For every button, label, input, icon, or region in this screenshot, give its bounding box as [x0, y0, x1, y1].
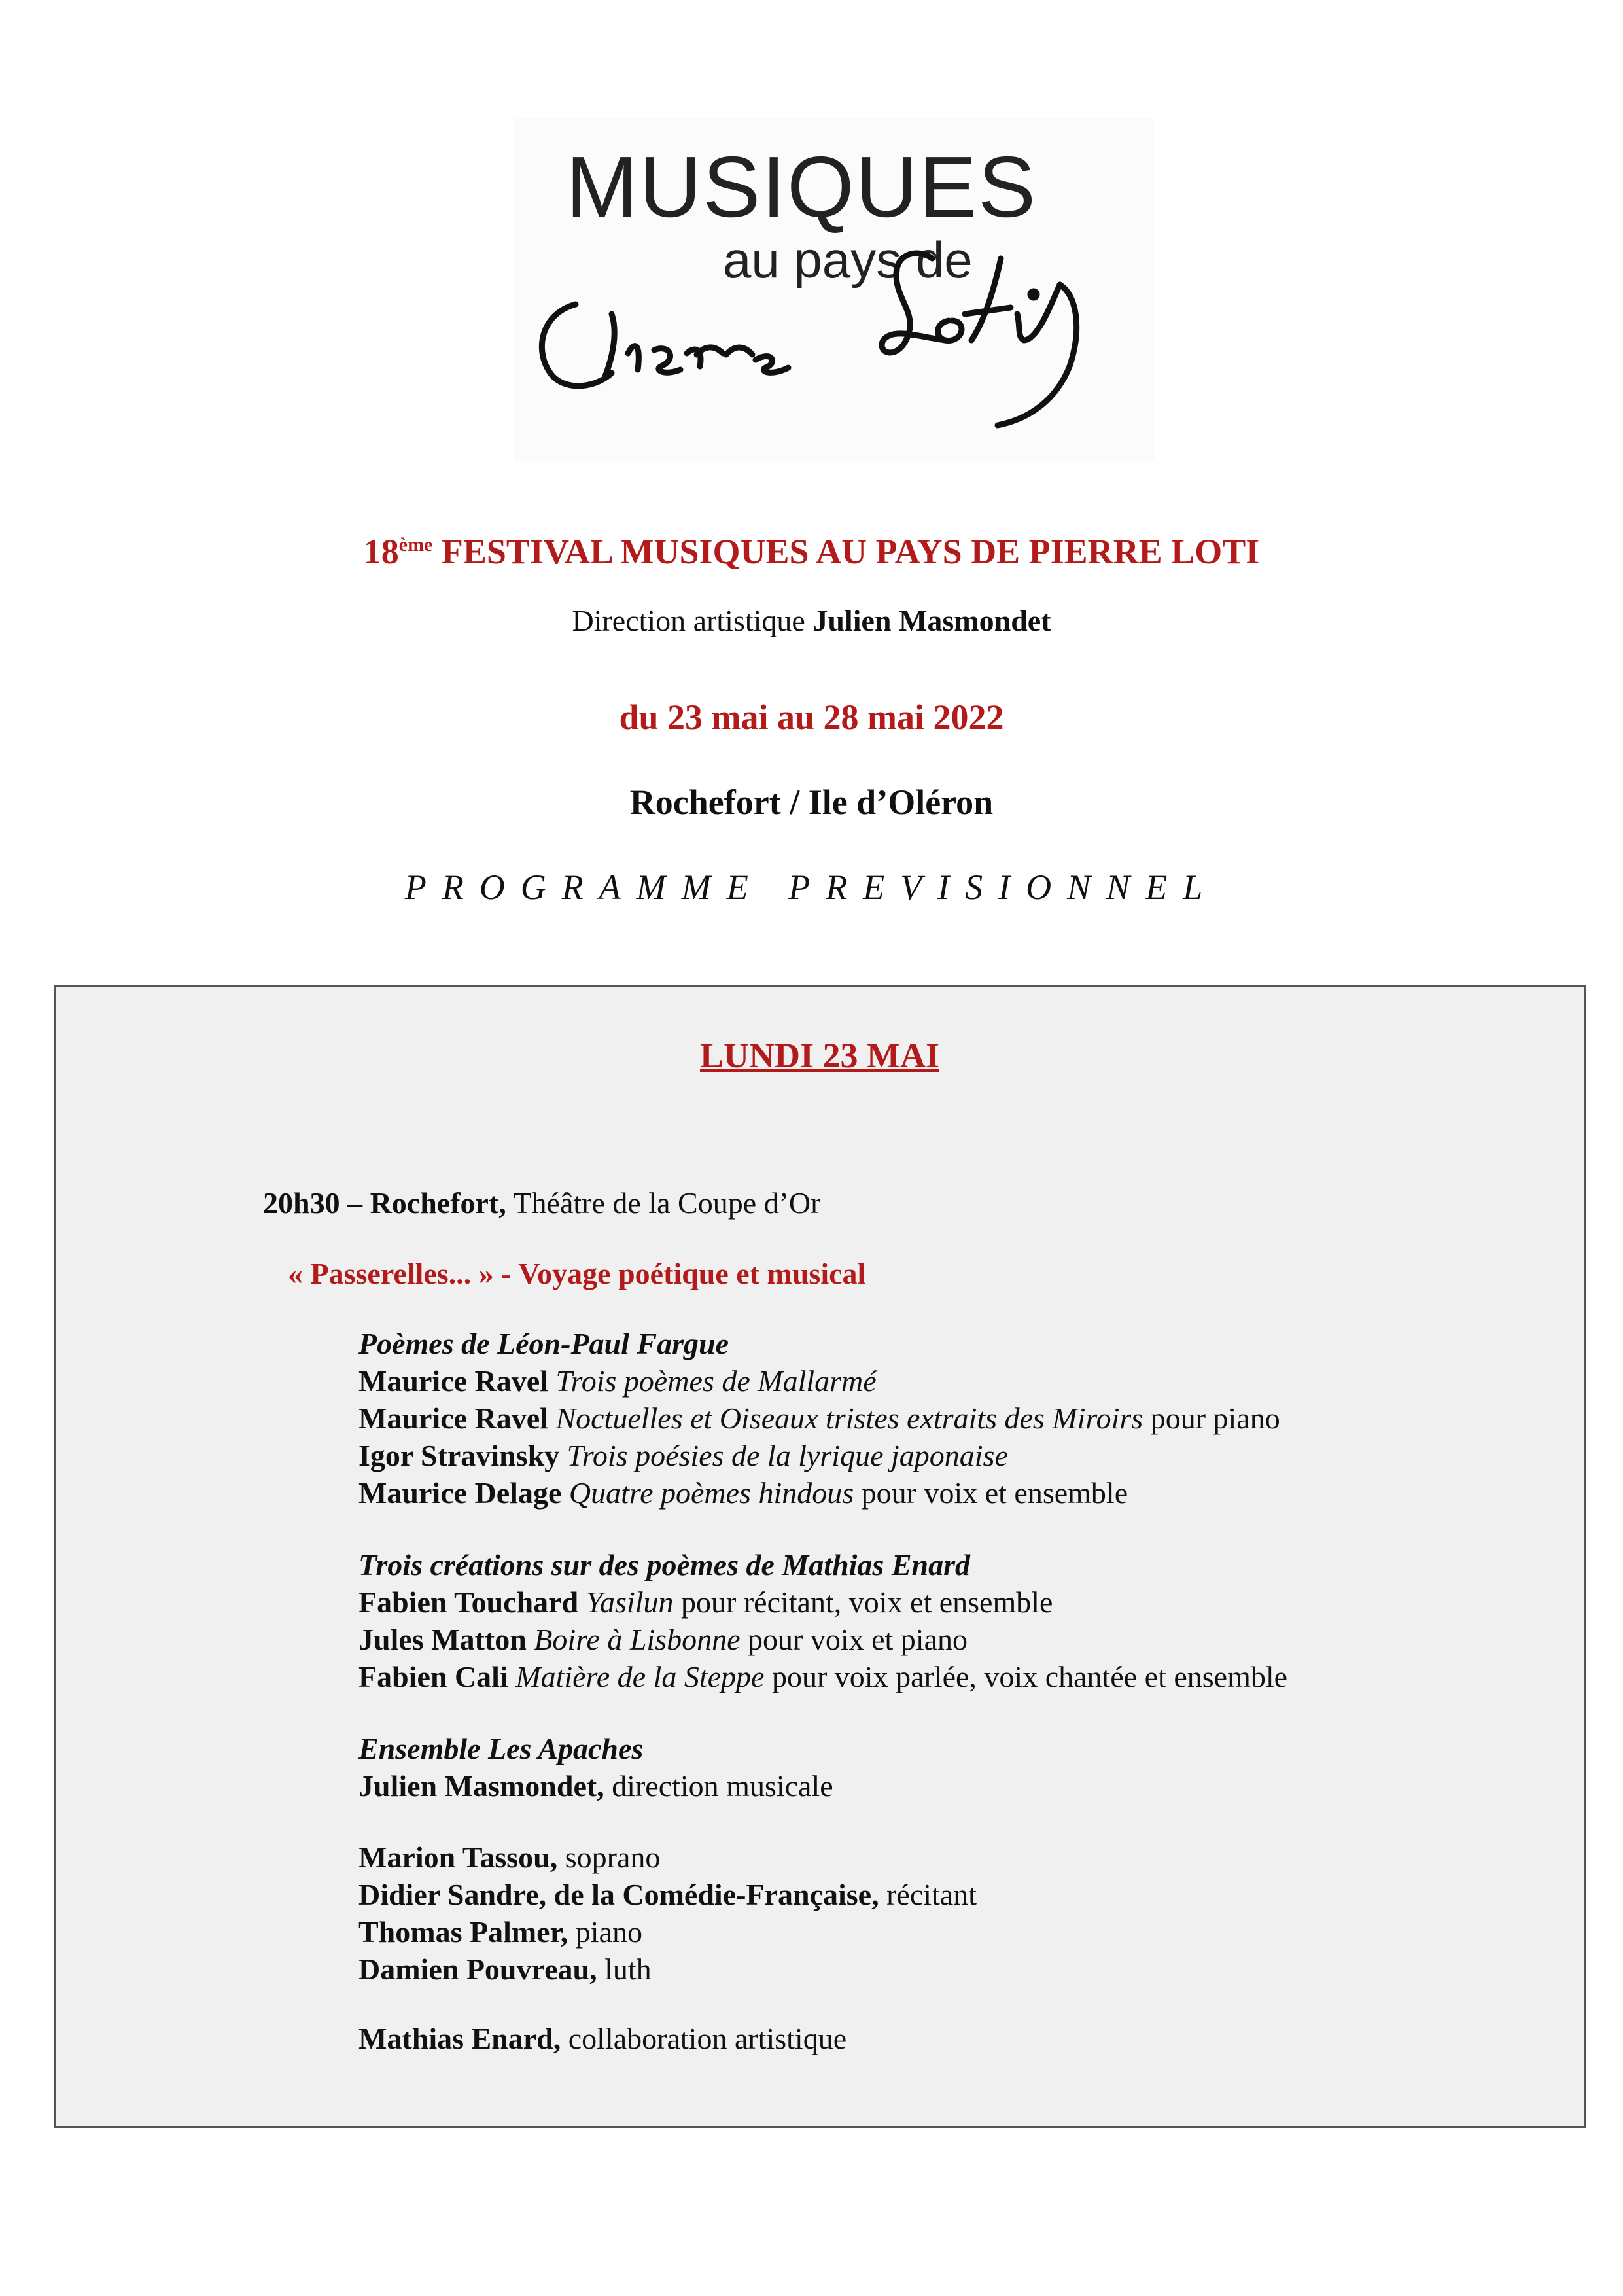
- conductor-name: Julien Masmondet,: [358, 1769, 604, 1803]
- day-title: LUNDI 23 MAI: [699, 1036, 939, 1075]
- ensemble-name: Ensemble Les Apaches: [358, 1732, 644, 1765]
- composer: Fabien Cali: [358, 1660, 508, 1693]
- work: Quatre poèmes hindous: [561, 1476, 854, 1510]
- composer: Maurice Ravel: [358, 1402, 548, 1435]
- work: Boire à Lisbonne: [526, 1623, 741, 1656]
- composer: Igor Stravinsky: [358, 1439, 560, 1472]
- artistic-direction: [0, 603, 1623, 638]
- collaborator-name: Mathias Enard,: [358, 2022, 561, 2055]
- performer: [358, 1841, 660, 1875]
- program-item: [358, 1585, 1053, 1620]
- day-program-box: [54, 985, 1586, 2128]
- collaborator-role: collaboration artistique: [561, 2022, 847, 2055]
- composer: Jules Matton: [358, 1623, 527, 1656]
- performer-name: Didier Sandre, de la Comédie-Française,: [358, 1878, 879, 1911]
- work: Noctuelles et Oiseaux tristes extraits des Miroirs: [548, 1402, 1143, 1435]
- direction-label: Direction artistique: [572, 604, 813, 637]
- work-extra: pour voix et piano: [740, 1623, 968, 1656]
- work-extra: pour piano: [1143, 1402, 1280, 1435]
- performer-name: Damien Pouvreau,: [358, 1952, 597, 1986]
- conductor: [358, 1769, 833, 1804]
- event-title: « Passerelles... » - Voyage poétique et musical: [288, 1257, 866, 1290]
- group2-heading: Trois créations sur des poèmes de Mathias Enard: [358, 1548, 971, 1581]
- festival-logo: [514, 118, 1155, 461]
- work: Matière de la Steppe: [508, 1660, 765, 1693]
- performer: [358, 1915, 642, 1950]
- festival-dates: du 23 mai au 28 mai 2022: [619, 698, 1004, 737]
- festival-title-text: FESTIVAL MUSIQUES AU PAYS DE PIERRE LOTI: [432, 532, 1260, 571]
- festival-place: Rochefort / Ile d’Oléron: [629, 783, 994, 822]
- event-time-place: [263, 1186, 820, 1221]
- logo-word: MUSIQUES: [566, 139, 1038, 235]
- performer-name: Thomas Palmer,: [358, 1915, 568, 1949]
- programme-heading: PROGRAMME PREVISIONNEL: [404, 868, 1219, 907]
- work-extra: pour récitant, voix et ensemble: [673, 1585, 1053, 1619]
- program-item: [358, 1364, 877, 1399]
- festival-sup: ème: [398, 534, 433, 556]
- program-item: [358, 1660, 1287, 1695]
- work: Yasilun: [578, 1585, 674, 1619]
- performer: [358, 1878, 977, 1913]
- program-item: [358, 1623, 968, 1657]
- program-item: [358, 1402, 1280, 1436]
- group1-heading: Poèmes de Léon-Paul Fargue: [358, 1327, 729, 1360]
- work-extra: pour voix et ensemble: [854, 1476, 1128, 1510]
- logo-subtitle: au pays de: [723, 231, 973, 289]
- work-extra: pour voix parlée, voix chantée et ensemble: [764, 1660, 1288, 1693]
- composer: Maurice Delage: [358, 1476, 562, 1510]
- festival-number: 18: [363, 532, 399, 571]
- performer-role: récitant: [879, 1878, 977, 1911]
- performer-name: Marion Tassou,: [358, 1841, 558, 1874]
- composer: Maurice Ravel: [358, 1364, 548, 1398]
- event-venue: Théâtre de la Coupe d’Or: [506, 1186, 821, 1220]
- performer-role: luth: [597, 1952, 652, 1986]
- conductor-role: direction musicale: [604, 1769, 833, 1803]
- composer: Fabien Touchard: [358, 1585, 579, 1619]
- work: Trois poésies de la lyrique japonaise: [559, 1439, 1008, 1472]
- signature-logo: [514, 118, 1155, 461]
- performer-role: piano: [568, 1915, 642, 1949]
- direction-name: Julien Masmondet: [812, 604, 1051, 637]
- performer-role: soprano: [557, 1841, 661, 1874]
- program-item: [358, 1476, 1128, 1511]
- event-time: 20h30 – Rochefort,: [263, 1186, 506, 1220]
- performer: [358, 1952, 652, 1987]
- program-item: [358, 1439, 1008, 1474]
- festival-title: [0, 531, 1623, 572]
- work: Trois poèmes de Mallarmé: [548, 1364, 877, 1398]
- collaboration: [358, 2022, 846, 2057]
